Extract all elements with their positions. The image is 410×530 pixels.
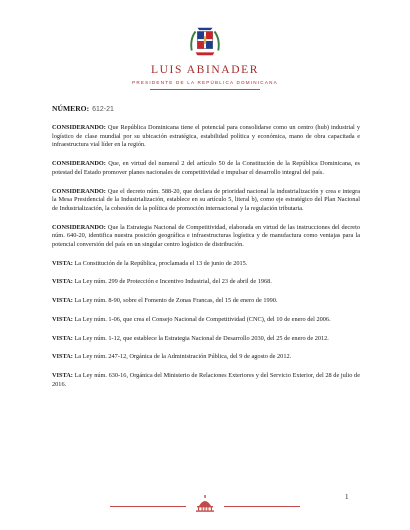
paragraph-text: La Ley núm. 247-12, Orgánica de la Administración Pública, del 9 de agosto de 2012. [72,353,292,361]
decree-number-label: NÚMERO: [52,104,90,113]
paragraph-text: La Constitución de la República, proclamada el 13 de junio de 2015. [72,259,248,267]
decree-body [52,124,360,399]
paragraph-text: Que, en virtud del numeral 2 del artículo 50 de la Constitución de la República Dominicana, es potestad del Estado promover planes nacionales de competitividad e impulsar el desarrollo integral del país. [52,160,360,176]
president-name: LUIS ABINADER [150,64,259,76]
vista-paragraph [52,335,360,344]
paragraph-lead: VISTA: [52,315,73,323]
paragraph-lead: CONSIDERANDO: [52,187,106,195]
paragraph-lead: CONSIDERANDO: [52,223,106,231]
header-divider [150,89,260,90]
page-number: 1 [345,493,349,501]
vista-paragraph [52,297,360,306]
paragraph-text: La Ley núm. 8-90, sobre el Fomento de Zonas Francas, del 15 de enero de 1990. [72,297,278,305]
decree-number-value: 612-21 [92,106,114,113]
vista-paragraph [52,316,360,325]
paragraph-text: La Ley núm. 1-06, que crea el Consejo Nacional de Competitividad (CNC), del 10 de enero del 2006. [72,315,331,323]
vista-paragraph [52,278,360,287]
president-title: PRESIDENTE DE LA REPÚBLICA DOMINICANA [132,80,278,85]
paragraph-lead: VISTA: [52,297,73,305]
paragraph-lead: VISTA: [52,334,73,342]
coat-of-arms-icon [186,22,224,60]
paragraph-text: Que el decreto núm. 588-20, que declara de prioridad nacional la industrialización y crea e integra la Mesa Presidencial de la Industrialización, establece en su artículo 5, literal b), como eje estratégico del Plan Nacional de Industrialización, la cohesión de la política de promoción internacional y la regulación tributaria. [52,187,360,212]
decree-number [52,104,114,113]
considerando-paragraph [52,224,360,250]
considerando-paragraph [52,124,360,150]
paragraph-text: La Ley núm. 299 de Protección e Incentivo Industrial, del 23 de abril de 1968. [72,278,272,286]
considerando-paragraph [52,160,360,177]
footer-divider-left [110,506,186,507]
paragraph-text: Que la Estrategia Nacional de Competitividad, elaborada en virtud de las instrucciones del decreto núm. 640-20, identifica nuestra posición geográfica e infraestructuras logística y de manufactura como ventajas para la potencial conversión del país en un singular centro logístico de distribución. [52,223,360,249]
vista-paragraph [52,353,360,362]
footer-divider-right [224,506,300,507]
vista-paragraph [52,260,360,269]
vista-paragraph [52,372,360,389]
palace-dome-icon [193,494,217,512]
paragraph-lead: VISTA: [52,371,73,379]
considerando-paragraph [52,188,360,214]
paragraph-lead: VISTA: [52,353,73,361]
paragraph-lead: CONSIDERANDO: [52,160,106,168]
paragraph-text: La Ley núm. 1-12, que establece la Estrategia Nacional de Desarrollo 2030, del 25 de enero de 2012. [72,334,329,342]
paragraph-lead: VISTA: [52,259,73,267]
paragraph-lead: CONSIDERANDO: [52,124,106,131]
paragraph-text: Que República Dominicana tiene el potencial para consolidarse como un centro (hub) industrial y logístico de clase mundial por su ubicación estratégica, estabilidad política y económica, mano de obra capacitada e infraestructura vial líder en la región. [52,124,360,149]
paragraph-lead: VISTA: [52,278,73,286]
paragraph-text: La Ley núm. 630-16, Orgánica del Ministerio de Relaciones Exteriores y del Servicio Exterior, del 28 de julio de 2016. [52,371,360,388]
